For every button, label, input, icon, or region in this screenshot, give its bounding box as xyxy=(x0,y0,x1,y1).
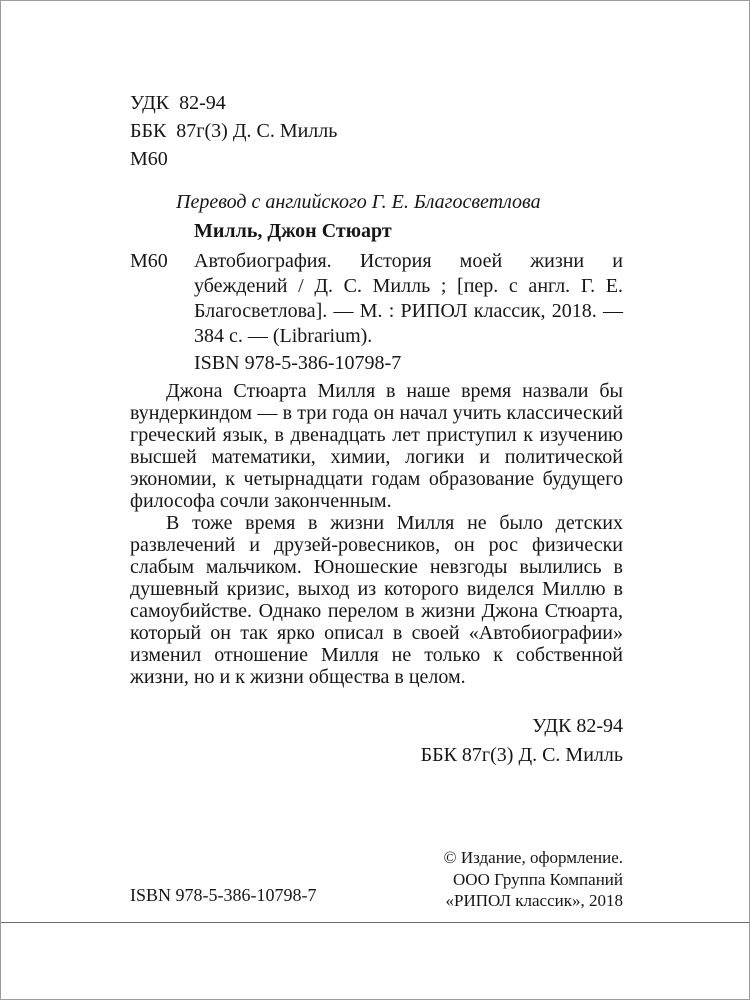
isbn-line: ISBN 978-5-386-10798-7 xyxy=(194,352,402,374)
annotation-paragraph-2: В тоже время в жизни Милля не было детских развлечений и друзей-ровесников, он рос физически слабым мальчиком. Юношеские невзгоды вылились в душевный кризис, выход из которого виделся Миллю в самоубийстве. Однако перелом в жизни Джона Стюарта, который он так ярко описал в своей «Автобиографии» изменил отношение Милля не только к собственной жизни, но и к жизни общества в целом. xyxy=(130,512,623,688)
bbk-code-top: ББК 87г(3) Д. С. Милль xyxy=(130,120,338,142)
copyright-line-1: © Издание, оформление. xyxy=(443,848,623,867)
copyright-line-2: ООО Группа Компаний xyxy=(453,869,623,889)
annotation-paragraph-1: Джона Стюарта Милля в наше время назвали бы вундеркиндом — в три года он начал учить классический греческий язык, в двенадцать лет приступил к изучению высшей математики, химии, логики и политической экономии, к четырнадцати годам образование будущего философа сочли законченным. xyxy=(130,380,623,512)
classification-codes-top xyxy=(130,89,337,173)
isbn-footer: ISBN 978-5-386-10798-7 xyxy=(130,885,317,905)
translator-line: Перевод с английского Г. Е. Благосветлова xyxy=(176,191,541,213)
footer-rule xyxy=(1,922,749,923)
classification-codes-bottom xyxy=(130,712,623,770)
author-sign-top: М60 xyxy=(130,148,168,170)
udk-code-bottom: УДК 82-94 xyxy=(532,715,623,737)
catalog-record xyxy=(130,249,623,349)
bbk-code-bottom: ББК 87г(3) Д. С. Милль xyxy=(420,744,623,766)
author-sign-margin: М60 xyxy=(130,250,168,272)
copyright-line-3: «РИПОЛ классик», 2018 xyxy=(445,891,623,910)
udk-code-top: УДК 82-94 xyxy=(130,92,226,114)
annotation-block xyxy=(130,380,623,688)
catalog-entry-text: Автобиография. История моей жизни и убеждений / Д. С. Милль ; [пер. с англ. Г. Е. Благосветлова]. — М. : РИПОЛ классик, 2018. — 384 с. — (Librarium). xyxy=(194,250,623,347)
author-heading: Милль, Джон Стюарт xyxy=(194,220,392,242)
